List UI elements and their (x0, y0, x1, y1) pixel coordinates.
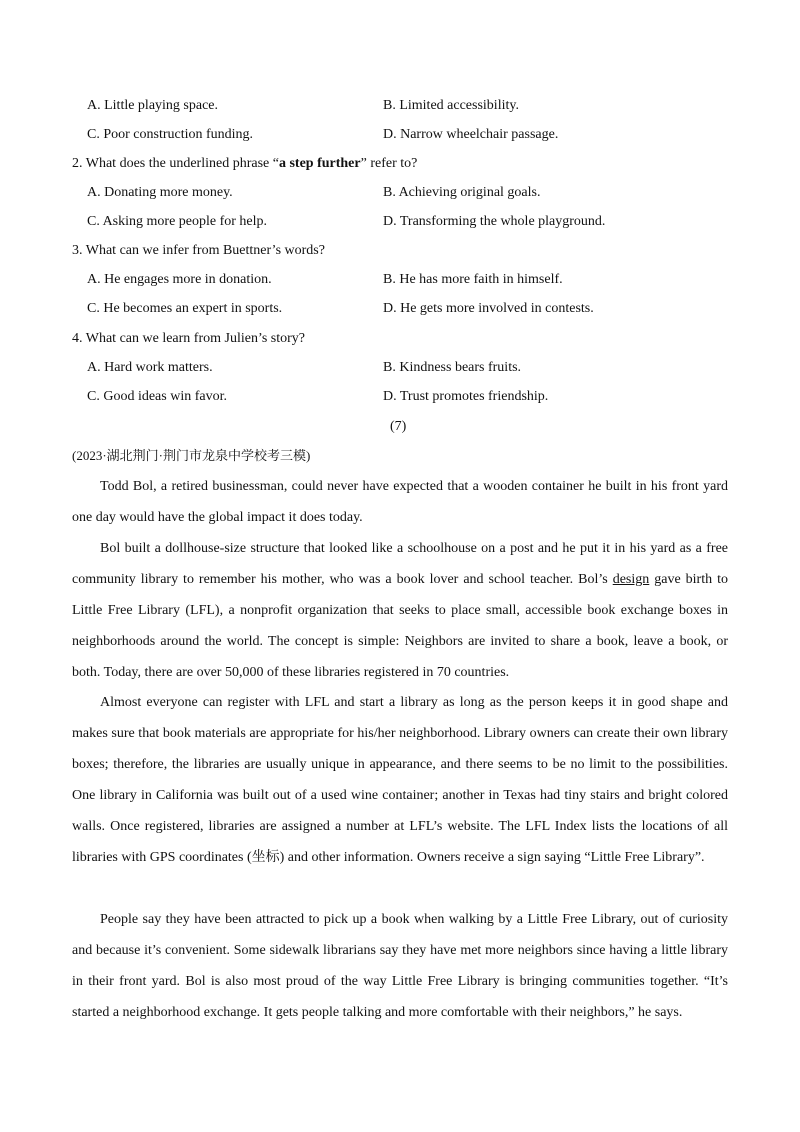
q2-stem-bold-phrase: a step further (278, 156, 361, 171)
q3-option-d: D. He gets more involved in contests. (383, 301, 594, 316)
q1-options-row-2 (0, 124, 800, 146)
q2-option-d: D. Transforming the whole playground. (383, 214, 606, 229)
q1-option-d: D. Narrow wheelchair passage. (383, 127, 559, 142)
q3-option-c: C. He becomes an expert in sports. (87, 301, 283, 316)
q2-options-row-1 (0, 182, 800, 204)
q1-option-b: B. Limited accessibility. (383, 98, 519, 113)
passage-paragraph-2 (72, 533, 728, 688)
q3-stem: 3. What can we infer from Buettner’s words? (72, 243, 325, 258)
source-label: (2023·湖北荆门·荆门市龙泉中学校考三模) (72, 448, 311, 463)
q4-option-a: A. Hard work matters. (87, 360, 213, 375)
q4-options-row-2 (0, 386, 800, 408)
q4-stem: 4. What can we learn from Julien’s story? (72, 331, 306, 346)
passage-paragraph-4: People say they have been attracted to pick up a book when walking by a Little Free Library, out of curiosity and because it’s convenient. Some sidewalk librarians say they have met more neighbors since having a little library in their front yard. Bol is also most proud of the way Little Free Library is bringing communities together. “It’s started a neighborhood exchange. It gets people talking and more comfortable with their neighbors,” he says. (72, 912, 728, 1020)
q2-options-row-2 (0, 211, 800, 233)
underlined-word-design: design (612, 572, 650, 587)
q3-options-row-1 (0, 269, 800, 291)
q1-option-c: C. Poor construction funding. (87, 127, 254, 142)
q2-option-c: C. Asking more people for help. (87, 214, 268, 229)
passage-paragraph-1: Todd Bol, a retired businessman, could never have expected that a wooden container he built in his front yard one day would have the global impact it does today. (72, 479, 728, 525)
q1-options-row-1 (0, 95, 800, 117)
section-number-row (0, 416, 800, 438)
q4-option-b: B. Kindness bears fruits. (383, 360, 522, 375)
section-number: (7) (390, 419, 407, 434)
q2-stem (0, 153, 800, 175)
passage-paragraph-3: Almost everyone can register with LFL and start a library as long as the person keeps it in good shape and makes sure that book materials are appropriate for his/her neighborhood. Library owners can create their own library boxes; therefore, the libraries are usually unique in appearance, and there seems to be no limit to the possibilities. One library in California was built out of a used wine container; another in Texas had tiny stairs and bright colored walls. Once registered, libraries are assigned a number at LFL’s website. The LFL Index lists the locations of all libraries with GPS coordinates (坐标) and other information. Owners receive a sign saying “Little Free Library”. (72, 695, 728, 865)
q2-option-b: B. Achieving original goals. (383, 185, 541, 200)
q4-option-c: C. Good ideas win favor. (87, 389, 227, 404)
q3-options-row-2 (0, 298, 800, 320)
q2-stem-before: 2. What does the underlined phrase “ (72, 156, 279, 171)
source-row (0, 445, 800, 467)
q4-option-d: D. Trust promotes friendship. (383, 389, 549, 404)
q1-option-a: A. Little playing space. (87, 98, 219, 113)
q3-option-b: B. He has more faith in himself. (383, 272, 563, 287)
q2-stem-after: ” refer to? (360, 156, 418, 171)
p2-text-before: Bol built a dollhouse-size structure that looked like a schoolhouse on a post and he put it in his yard as a free community library to remember his mother, who was a book lover and school teacher. Bol’s (72, 541, 728, 587)
q4-options-row-1 (0, 357, 800, 379)
q2-option-a: A. Donating more money. (87, 185, 233, 200)
q3-option-a: A. He engages more in donation. (87, 272, 272, 287)
p2-text-after: gave birth to Little Free Library (LFL), a nonprofit organization that seeks to place small, accessible book exchange boxes in neighborhoods around the world. The concept is simple: Neighbors are invited to share a book, leave a book, or both. Today, there are over 50,000 of these libraries registered in 70 countries. (72, 572, 728, 680)
